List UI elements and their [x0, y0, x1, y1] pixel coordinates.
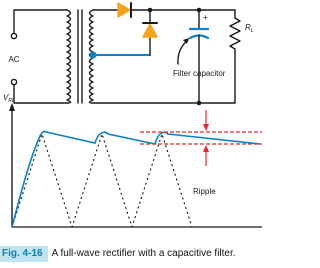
load-resistor: [230, 10, 240, 103]
figure-caption: [0, 243, 275, 265]
load-resistor-label: [245, 23, 254, 34]
primary-lead-bottom: [14, 85, 67, 103]
junction-bottom-capacitor: [197, 101, 202, 106]
rectified-pulse-2: [72, 134, 132, 227]
ac-source-label: AC: [8, 55, 20, 64]
ac-source: [11, 10, 67, 103]
graph-axis-label-sub: RL: [8, 98, 15, 104]
diode-center: [143, 10, 157, 55]
diode-top: [118, 3, 131, 17]
filter-capacitor-label: Filter capacitor: [173, 69, 226, 78]
transformer: [67, 10, 93, 103]
ac-terminal-top: [11, 33, 16, 38]
ac-terminal-bottom: [11, 79, 16, 84]
junction-center-tap: [90, 52, 97, 59]
load-label-main: R: [245, 23, 251, 32]
diode-center-body: [143, 24, 157, 37]
capacitor-callout-arrow: [178, 40, 188, 64]
rectified-pulse-1: [12, 134, 72, 227]
ripple-arrow-top-head: [203, 124, 209, 131]
graph-y-axis-arrowhead: [9, 103, 15, 111]
figure-caption-text: A full-wave rectifier with a capacitive filter.: [51, 248, 236, 259]
graph-axis-label-main: V: [3, 93, 9, 102]
rectified-pulse-3: [132, 134, 192, 227]
ripple-label: Ripple: [193, 187, 216, 196]
filtered-output-waveform: [12, 132, 260, 228]
diode-top-body: [118, 3, 130, 17]
ripple-graph: [3, 93, 262, 227]
resistor-zigzag: [230, 18, 240, 49]
capacitor-polarity-label: +: [203, 13, 208, 22]
rectified-pulses: [12, 134, 192, 227]
primary-lead-top: [14, 10, 67, 33]
graph-y-axis-label: [3, 93, 15, 104]
ripple-arrow-bottom-head: [203, 145, 209, 152]
junction-diode-top: [148, 8, 153, 13]
load-label-sub: L: [250, 28, 254, 34]
filter-capacitor: [190, 10, 208, 103]
primary-winding: [67, 10, 71, 103]
figure-number-label: Fig. 4-16: [0, 246, 48, 262]
junction-top-capacitor: [197, 8, 202, 13]
